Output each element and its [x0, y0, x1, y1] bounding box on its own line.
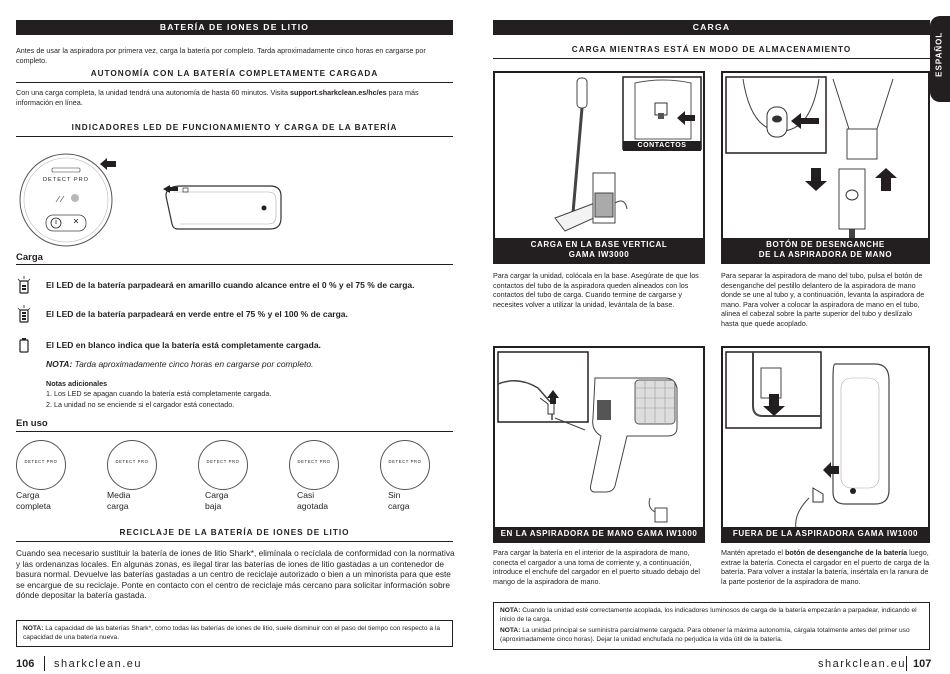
fig1-text: Para cargar la unidad, colócala en la base. Asegúrate de que los contactos del tubo de la aspiradora queden alineados con los contactos del tubo de carga. Cuando termine de cargarse y necesites volver a utilizar la unidad, levántala de la base. [493, 271, 699, 309]
note1-text: Cuando la unidad esté correctamente acoplada, los indicadores luminosos de carga de la batería empezarán a parpadear, indicando el inicio de la carga. [500, 607, 917, 623]
figure-out-of-iw1000 [721, 346, 930, 543]
extra-note-2: 2. La unidad no se enciende si el cargador está conectado. [46, 400, 235, 409]
battery-empty-icon [16, 337, 32, 355]
dial-casi-agotada [289, 440, 339, 490]
dial-brand: DETECT PRO [43, 177, 89, 183]
fig3-text: Para cargar la batería en el interior de la aspiradora de mano, conecta el cargador a una toma de corriente y, a continuación, introduce el enchufe del cargador en el puerto situado debajo del mango de la aspiradora de mano. [493, 548, 700, 586]
uso-label-2b: carga [107, 501, 129, 511]
fig4-text-bold: botón de desenganche de la batería [784, 548, 908, 557]
uso-label-5a: Sin [388, 490, 401, 500]
dial-carga-completa [16, 440, 66, 490]
lang-tab-label: ESPAÑOL [934, 31, 944, 77]
led-item-white [16, 337, 456, 355]
en-uso-rule [16, 431, 453, 432]
en-uso-title: En uso [16, 418, 48, 429]
page-number-right: 107 [913, 658, 932, 670]
uso-label-3 [205, 490, 228, 512]
carga-title: Carga [16, 252, 43, 263]
led-title: INDICADORES LED DE FUNCIONAMIENTO Y CARGA DE LA BATERÍA [16, 123, 453, 137]
fig1-caption-line1: CARGA EN LA BASE VERTICAL [530, 240, 668, 249]
figure-base-vertical [493, 71, 705, 264]
uso-label-3b: baja [205, 501, 222, 511]
fig2-text: Para separar la aspiradora de mano del tubo, pulsa el botón de desenganche del pestillo delantero de la aspiradora de mano donde se une al tubo y, a continuación, levanta la aspiradora de mano. Para volver a colocar la aspiradora de mano en el tubo, alinea el cabezal sobre la parte superior del tubo y deslízalo hasta que quede acoplado. [721, 271, 925, 328]
battery-illustration [160, 182, 285, 232]
footer-divider-right [906, 656, 907, 671]
note1-label: NOTA: [500, 607, 521, 614]
dial-sin-carga [380, 440, 430, 490]
fig2-caption-line1: BOTÓN DE DESENGANCHE [766, 240, 885, 249]
figure-handheld-iw1000 [493, 346, 705, 543]
autonomy-title: AUTONOMÍA CON LA BATERÍA COMPLETAMENTE CARGADA [16, 69, 453, 83]
uso-label-2 [107, 490, 130, 512]
uso-label-2a: Media [107, 490, 131, 500]
dial-media-carga [107, 440, 157, 490]
uso-label-4a: Casi [297, 490, 315, 500]
note2-text: La unidad principal se suministra parcialmente cargada. Para obtener la máxima autonomía, cárgala totalmente antes del primer uso (aproximadamente cinco horas). Dejar la unidad enchufada no perjudica la vida útil de la batería. [500, 627, 910, 644]
recycle-title: RECICLAJE DE LA BATERÍA DE IONES DE LITIO [16, 528, 453, 542]
dial-brand-2: DETECT PRO [115, 459, 149, 464]
support-link[interactable]: support.sharkclean.es/hc/es [289, 88, 387, 97]
recycle-text: Cuando sea necesario sustituir la batería de iones de litio Shark*, elimínala o recíclala de conformidad con la normativa y las ordenanzas locales. En algunas zonas, es ilegal tirar las baterías de iones de litio gastadas a un contenedor de basura normal. Devuelve las baterías gastadas a un centro de reciclaje autorizado o bien a un minorista para que este se encargue de su reciclaje. Ponte en contacto con el centro de reciclaje más cercano para solicitar información sobre dónde depositar la batería gastada. [16, 548, 455, 601]
fig4-text-post: luego, extrae la batería. Conecta el cargador en el puerto de carga de la batería. Para volver a instalar la batería, insértala en la ranura de la parte posterior de la aspiradora de mano. [721, 548, 930, 586]
uso-label-3a: Carga [205, 490, 229, 500]
intro-text: Antes de usar la aspiradora por primera vez, carga la batería por completo. Tarda aproximadamente cinco horas en cargarse por completo. [16, 46, 426, 65]
uso-label-1a: Carga [16, 490, 40, 500]
uso-label-1 [16, 490, 51, 512]
page-number-left: 106 [16, 658, 35, 670]
note1 [500, 607, 923, 624]
nota-line [46, 359, 313, 370]
arrow-left-icon [100, 158, 116, 170]
nota-label: NOTA: [46, 359, 73, 369]
dial-carga-baja [198, 440, 248, 490]
fig1-caption [495, 238, 703, 262]
led-item-green [16, 305, 456, 325]
led-text-green: El LED de la batería parpadeará en verde entre el 75 % y el 100 % de carga. [46, 309, 348, 320]
capacity-note-text: La capacidad de las baterías Shark*, como todas las baterías de iones de litio, suele disminuir con el paso del tiempo con respecto a la capacidad de una batería nueva. [23, 625, 440, 641]
battery-blink-icon [16, 276, 32, 296]
note2 [500, 627, 923, 644]
autonomy-text-end: para más información en línea. [16, 88, 419, 107]
uso-label-4 [297, 490, 328, 512]
fig2-caption-line2: DE LA ASPIRADORA DE MANO [758, 250, 893, 259]
uso-label-1b: completa [16, 501, 51, 511]
battery-header: BATERÍA DE IONES DE LITIO [16, 20, 453, 35]
carga-rule [16, 264, 453, 265]
extra-notes-title: Notas adicionales [46, 379, 108, 388]
led-text-white: El LED en blanco indica que la batería está completamente cargada. [46, 340, 321, 351]
autonomy-text [16, 88, 456, 107]
dial-brand-4: DETECT PRO [297, 459, 331, 464]
led-item-yellow [16, 276, 456, 296]
capacity-note-label: NOTA: [23, 625, 44, 632]
fig4-text [721, 548, 933, 586]
footer-divider-left [44, 656, 45, 671]
fig4-text-pre: Mantén apretado el [721, 548, 783, 557]
extra-note-1: 1. Los LED se apagan cuando la batería está completamente cargada. [46, 389, 272, 398]
fig1-caption-line2: GAMA IW3000 [568, 250, 630, 259]
note2-label: NOTA: [500, 627, 521, 635]
capacity-note [16, 620, 453, 647]
handheld-release-illustration [723, 73, 928, 262]
fig4-caption: FUERA DE LA ASPIRADORA GAMA IW1000 [723, 527, 928, 541]
battery-blink-full-icon [16, 305, 32, 325]
carga-header: CARGA [493, 20, 930, 35]
battery-removed-illustration [723, 348, 928, 541]
dial-brand-3: DETECT PRO [206, 459, 240, 464]
uso-label-4b: agotada [297, 501, 329, 511]
figure-release-button [721, 71, 930, 264]
contactos-label: CONTACTOS [623, 141, 701, 151]
storage-title: CARGA MIENTRAS ESTÁ EN MODO DE ALMACENAMIENTO [493, 45, 930, 59]
autonomy-text-start: Con una carga completa, la unidad tendrá una autonomía de hasta 60 minutos. Visita [16, 88, 288, 97]
uso-label-5 [388, 490, 410, 512]
vacuum-on-base-illustration [495, 73, 703, 262]
led-text-yellow: El LED de la batería parpadeará en amarillo cuando alcance entre el 0 % y el 75 % de carga. [46, 280, 415, 291]
fig3-caption: EN LA ASPIRADORA DE MANO GAMA IW1000 [495, 527, 703, 541]
footer-site-left: sharkclean.eu [54, 658, 142, 670]
fig2-caption [723, 238, 928, 262]
lang-tab [930, 16, 950, 102]
battery-pack-icon [160, 182, 285, 232]
dial-brand-5: DETECT PRO [388, 459, 422, 464]
charging-notes [493, 602, 930, 650]
uso-label-5b: carga [388, 501, 410, 511]
nota-text: Tarda aproximadamente cinco horas en cargarse por completo. [74, 359, 314, 369]
handheld-charging-illustration [495, 348, 703, 541]
dial-brand-1: DETECT PRO [24, 459, 58, 464]
footer-site-right: sharkclean.eu [818, 658, 906, 670]
